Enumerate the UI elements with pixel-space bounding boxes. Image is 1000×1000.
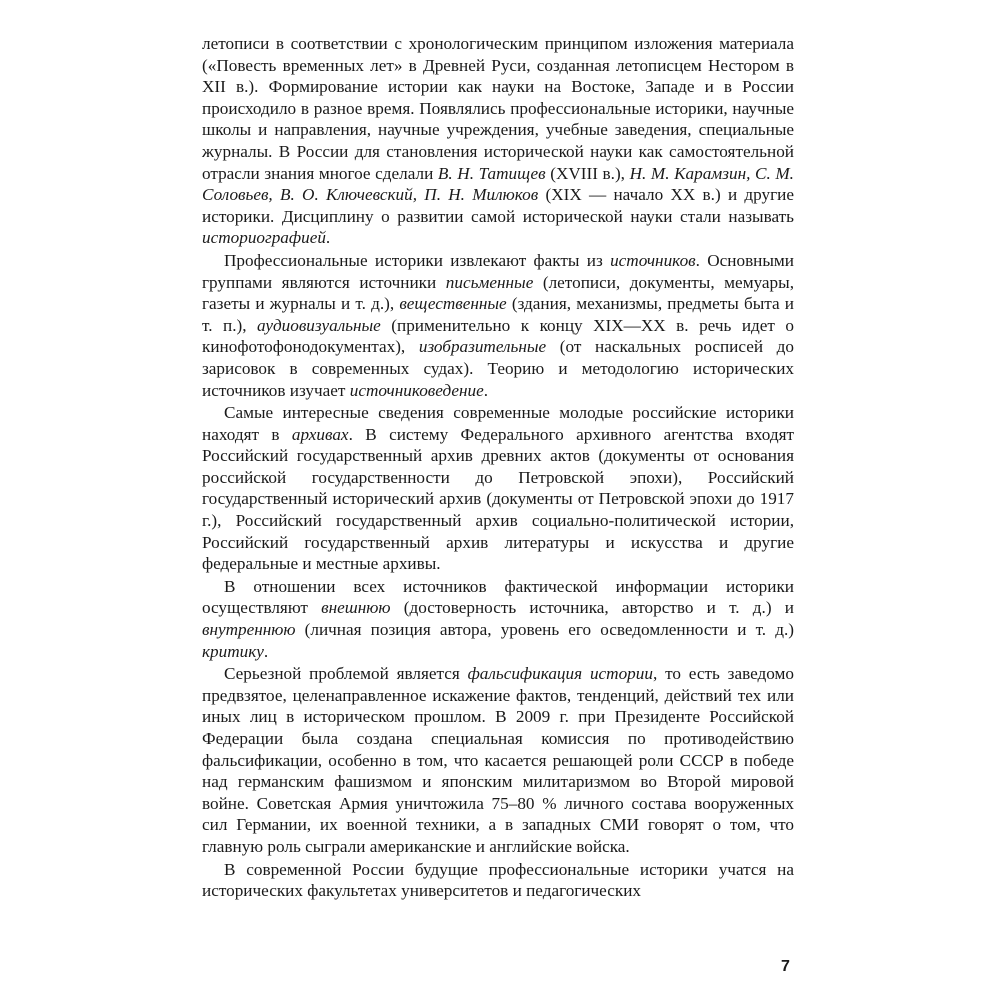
italic-term: фальсификация истории bbox=[467, 664, 653, 684]
text-run: (XIX — начало XX в.) и другие историки. Дисциплину о развитии самой исторической науки стали называть bbox=[202, 185, 794, 226]
text-run: (от наскальных росписей до зарисовок в современных судах). Теорию и методологию исторических источников изучает bbox=[202, 337, 794, 400]
italic-term: внешнюю bbox=[321, 598, 391, 618]
page-number: 7 bbox=[781, 958, 790, 975]
text-run: (применительно к концу XIX—XX в. речь идет о кинофотофонодокументах), bbox=[202, 315, 794, 357]
page-body bbox=[202, 33, 794, 902]
text-run: . В систему Федерального архивного агентства входят Российский государственный архив древних актов (документы от основания российской государственности до Петровской эпохи), Российский государственный исторический архив (документы от Петровской эпохи до 1917 г.), Российский государственный архив социально-политической истории, Российский государственный архив литературы и искусства и другие федеральные и местные архивы. bbox=[202, 424, 794, 574]
paragraph-archives bbox=[202, 402, 794, 575]
paragraph-sources bbox=[202, 250, 794, 401]
text-run: летописи в соответствии с хронологическим принципом изложения материала («Повесть временных лет» в Древней Руси, созданная летописцем Нестором в XII в.). Формирование истории как науки на Востоке, Западе и в России происходило в разное время. Появлялись профессиональные историки, научные школы и направления, научные учреждения, учебные заведения, специальные журналы. В России для становления исторической науки как самостоятельной отрасли знания многое сделали bbox=[202, 34, 794, 183]
text-run: . bbox=[325, 228, 331, 248]
paragraph-criticism bbox=[202, 576, 794, 662]
text-run: , то есть заведомо предвзятое, целенаправленное искажение фактов, тенденций, действий тех или иных лиц в историческом прошлом. В 2009 г. при Президенте Российской Федерации была создана специальная комиссия по противодействию фальсификации, особенно в том, что касается решающей роли СССР в победе над германским фашизмом и японским милитаризмом во Второй мировой войне. Советская Армия уничтожила 75–80 % личного состава вооруженных сил Германии, их военной техники, а в западных СМИ говорят о том, что главную роль сыграли американские и английские войска. bbox=[202, 664, 794, 856]
italic-term: источниковедение bbox=[349, 380, 484, 400]
italic-term: архивах bbox=[291, 424, 349, 444]
italic-term: письменные bbox=[445, 272, 534, 292]
text-run: Серьезной проблемой является bbox=[224, 664, 468, 684]
text-run: Самые интересные сведения современные молодые российские историки находят в bbox=[202, 403, 794, 444]
text-run: (летописи, документы, мемуары, газеты и журналы и т. д.), bbox=[202, 272, 794, 314]
italic-term: изобразительные bbox=[418, 337, 547, 357]
italic-term: вещественные bbox=[399, 294, 507, 314]
text-run: Профессиональные историки извлекают факты из bbox=[224, 250, 611, 270]
text-run: (здания, механизмы, предметы быта и т. п.), bbox=[202, 294, 794, 335]
italic-term: внутреннюю bbox=[202, 620, 296, 640]
italic-term: В. Н. Татищев bbox=[437, 163, 546, 183]
text-run: . bbox=[263, 641, 269, 661]
paragraph-education bbox=[202, 859, 794, 902]
italic-term: аудиовизуальные bbox=[257, 315, 381, 335]
italic-term: источников bbox=[610, 250, 696, 270]
italic-term: Н. М. Карамзин, С. М. Соловьев, В. О. Ключевский, П. Н. Милюков bbox=[202, 163, 794, 205]
paragraph-falsification bbox=[202, 663, 794, 857]
italic-term: историографией bbox=[202, 228, 326, 248]
text-run: (личная позиция автора, уровень его осведомленности и т. д.) bbox=[295, 620, 794, 640]
text-run: (XVIII в.), bbox=[545, 163, 630, 183]
text-run: (достоверность источника, авторство и т. д.) и bbox=[390, 598, 794, 618]
text-run: В отношении всех источников фактической информации историки осуществляют bbox=[202, 576, 794, 618]
paragraph-historiography bbox=[202, 33, 794, 249]
text-run: . Основными группами являются источники bbox=[202, 250, 795, 292]
italic-term: критику bbox=[202, 641, 264, 661]
text-run: В современной России будущие профессиональные историки учатся на исторических факультетах университетов и педагогических bbox=[202, 859, 794, 901]
text-run: . bbox=[483, 380, 489, 400]
